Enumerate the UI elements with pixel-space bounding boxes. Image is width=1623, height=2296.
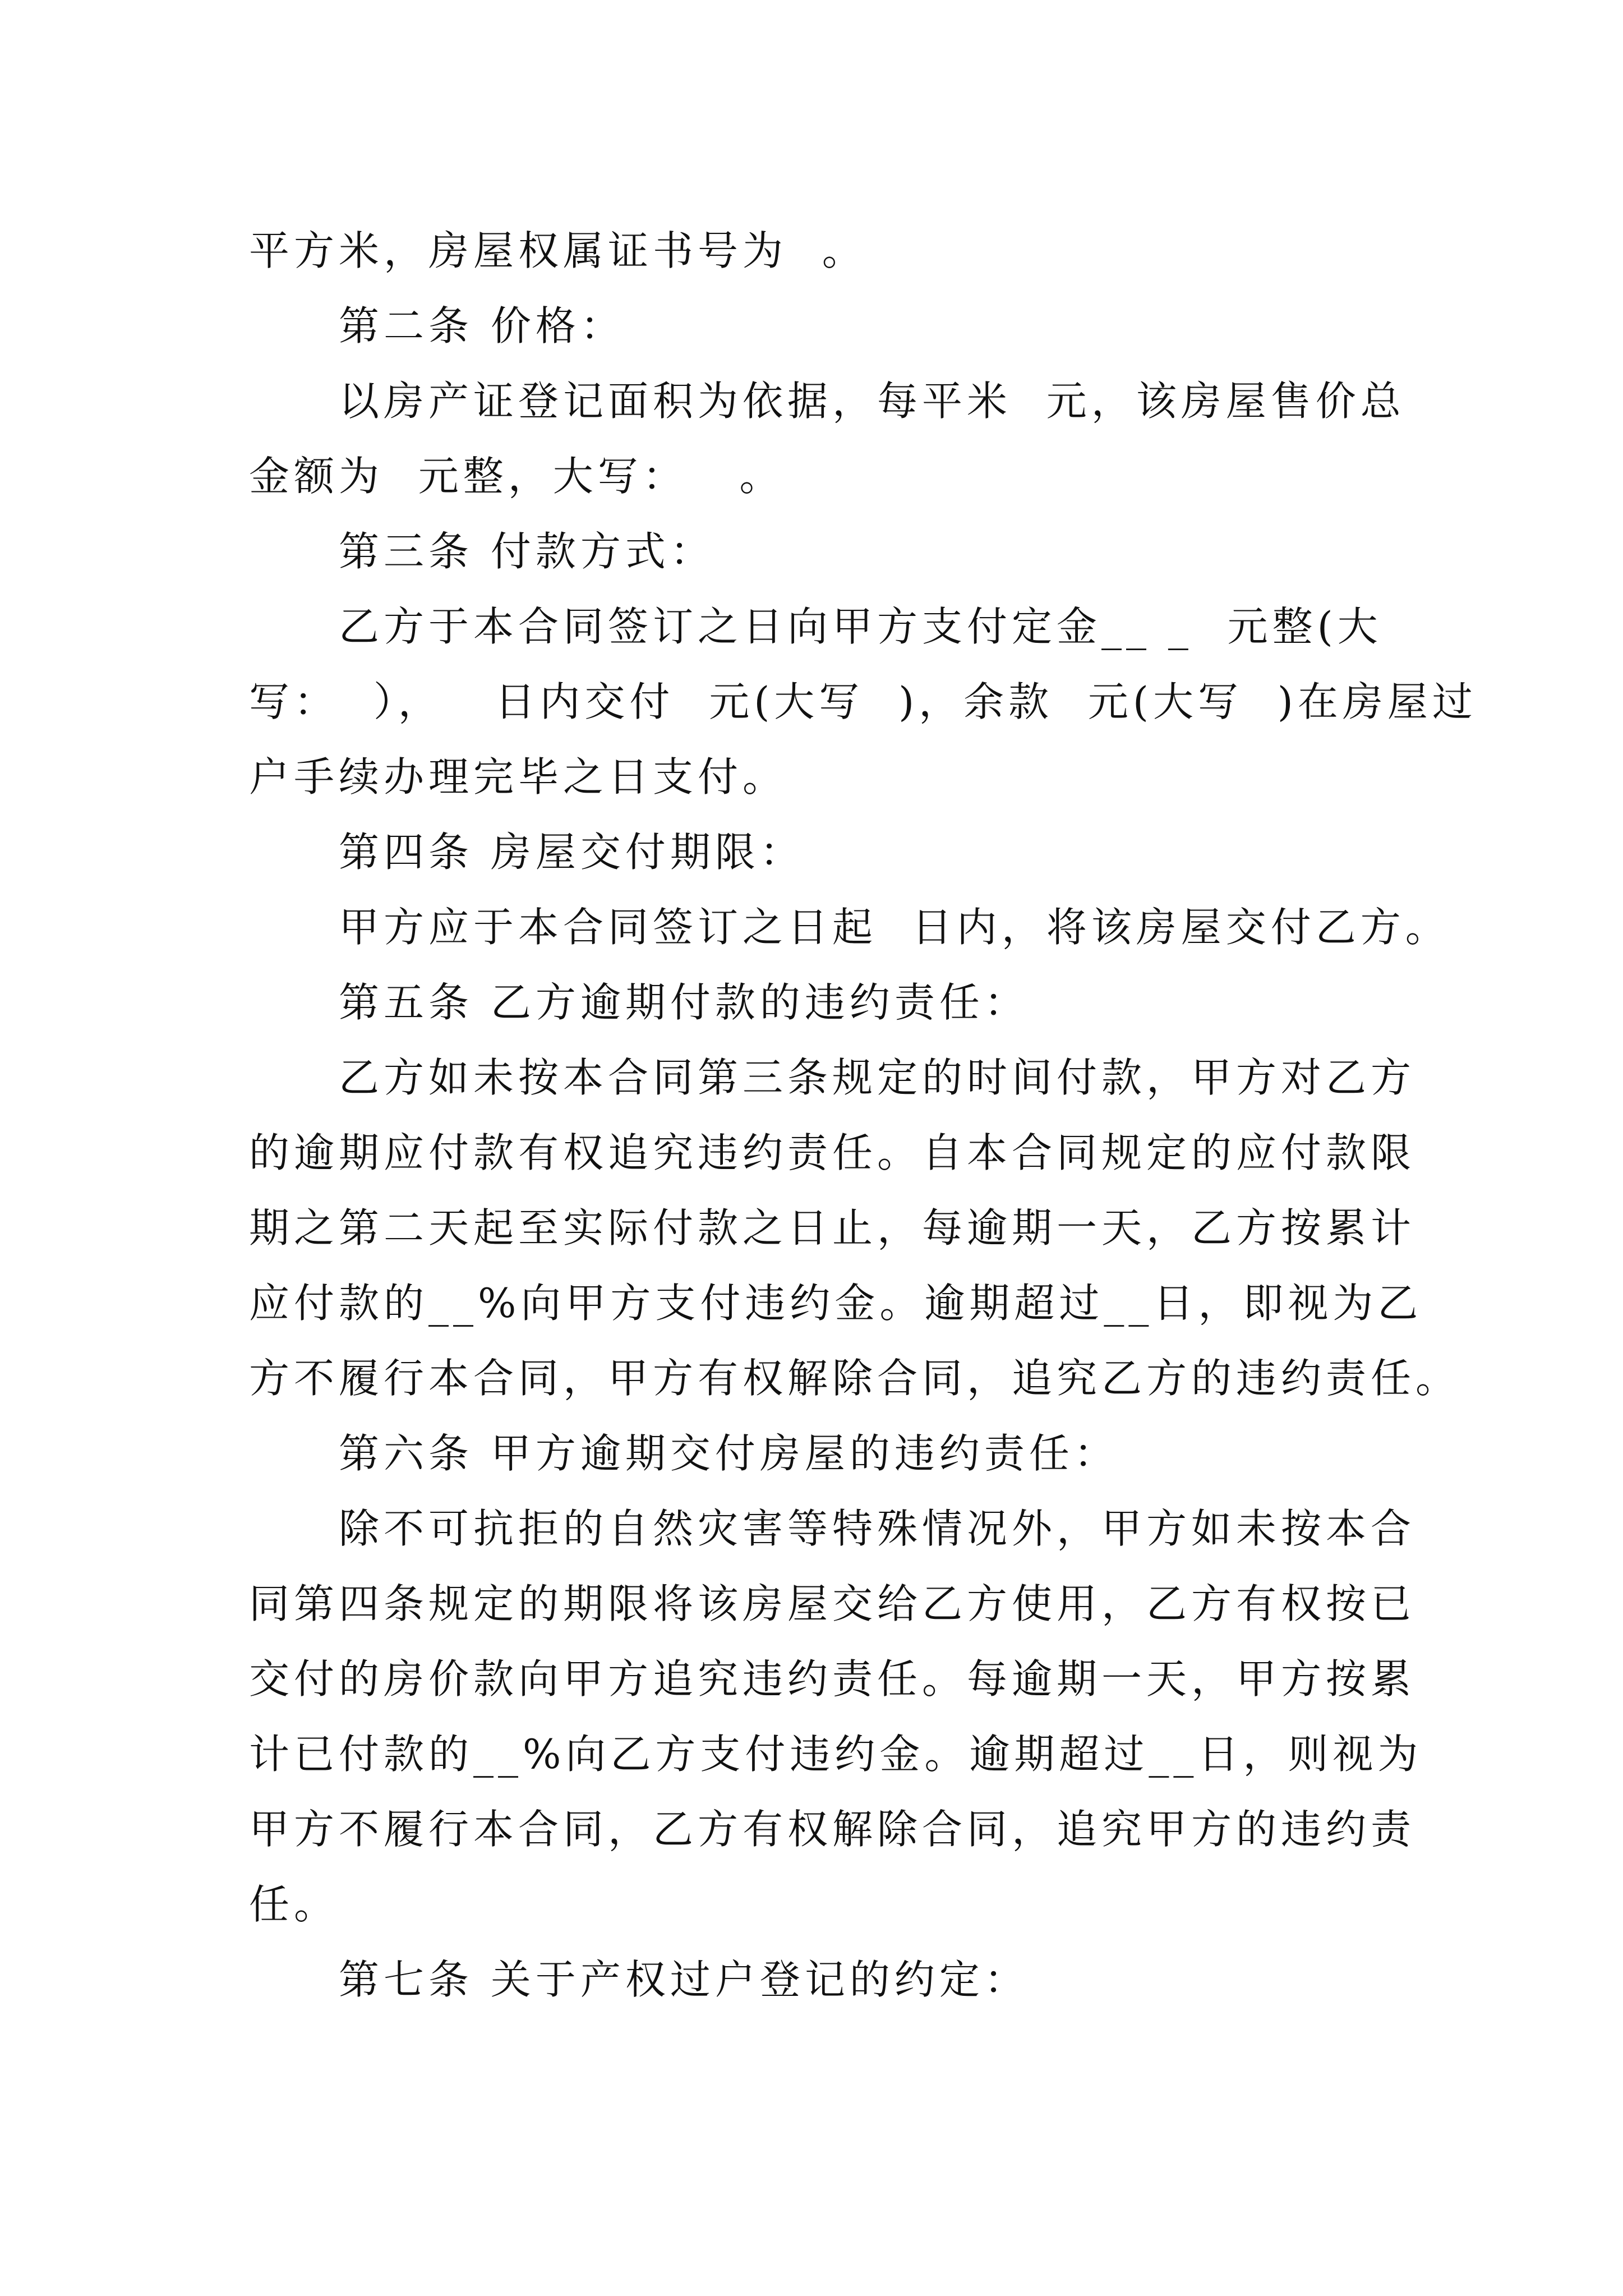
text-line: 平方米，房屋权属证书号为 。 <box>249 227 867 274</box>
text-line: 交付的房价款向甲方追究违约责任。每逾期一天，甲方按累 <box>249 1655 1416 1703</box>
text-line: 金额为 元整，大写： 。 <box>249 453 785 500</box>
contract-body <box>249 213 1477 2017</box>
text-line: 期之第二天起至实际付款之日止，每逾期一天，乙方按累计 <box>249 1204 1416 1251</box>
clause-heading-6: 第六条 甲方逾期交付房屋的违约责任： <box>339 1430 1119 1477</box>
text-line: 同第四条规定的期限将该房屋交给乙方使用，乙方有权按已 <box>249 1580 1416 1627</box>
text-line: 乙方如未按本合同第三条规定的时间付款，甲方对乙方 <box>339 1054 1416 1101</box>
text-line: 应付款的__%向甲方支付违约金。逾期超过__日，即视为乙 <box>249 1280 1423 1327</box>
text-line: 任。 <box>249 1881 339 1928</box>
text-line: 乙方于本合同签订之日向甲方支付定金__ _ 元整(大 <box>339 603 1382 650</box>
clause-heading-3: 第三条 付款方式： <box>339 528 715 575</box>
clause-heading-2: 第二条 价格： <box>339 302 625 349</box>
text-line: 户手续办理完毕之日支付。 <box>249 753 788 800</box>
clause-heading-7: 第七条 关于产权过户登记的约定： <box>339 1956 1029 2003</box>
text-line: 甲方不履行本合同，乙方有权解除合同，追究甲方的违约责 <box>249 1806 1416 1853</box>
text-line: 甲方应于本合同签订之日起 日内，将该房屋交付乙方。 <box>339 904 1450 951</box>
text-line: 计已付款的__%向乙方支付违约金。逾期超过__日，则视为 <box>249 1731 1423 1778</box>
text-line: 以房产证登记面积为依据，每平米 元，该房屋售价总 <box>339 378 1405 425</box>
text-line: 的逾期应付款有权追究违约责任。自本合同规定的应付款限 <box>249 1129 1416 1176</box>
clause-heading-4: 第四条 房屋交付期限： <box>339 829 805 876</box>
text-line: 写： ）， 日内交付 元(大写 )，余款 元(大写 )在房屋过 <box>249 678 1477 725</box>
clause-heading-5: 第五条 乙方逾期付款的违约责任： <box>339 979 1029 1026</box>
text-line: 除不可抗拒的自然灾害等特殊情况外，甲方如未按本合 <box>339 1505 1416 1552</box>
text-line: 方不履行本合同，甲方有权解除合同，追究乙方的违约责任。 <box>249 1355 1461 1402</box>
